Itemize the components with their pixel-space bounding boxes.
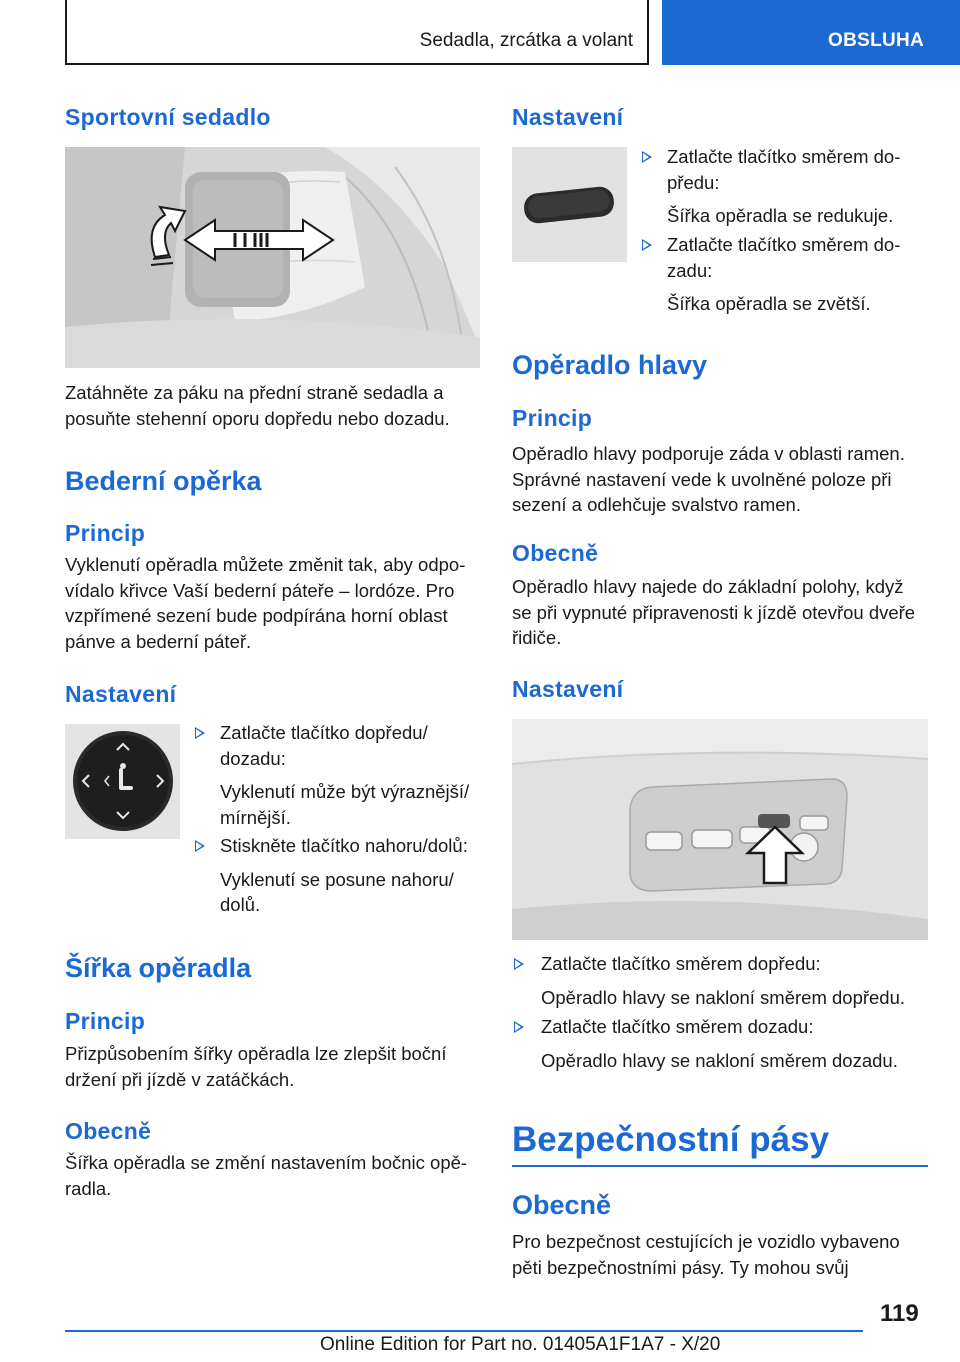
footer-rule bbox=[65, 1330, 863, 1332]
text-line: Opěradlo hlavy podporuje záda v oblasti ramen. bbox=[512, 443, 905, 464]
headrest-general-heading: Obecně bbox=[512, 540, 599, 566]
lumbar-setting-heading: Nastavení bbox=[65, 681, 177, 707]
bullet-triangle-icon bbox=[514, 958, 524, 970]
sport-seat-image bbox=[65, 147, 480, 368]
width-bullet-1 bbox=[667, 144, 929, 229]
width-general-heading: Obecně bbox=[65, 1118, 152, 1144]
text-line: Správné nastavení vede k uvolněné poloze při bbox=[512, 468, 892, 490]
text-line: pěti bezpečnostními pásy. Ty mohou svůj bbox=[512, 1256, 849, 1278]
bullet-text: Zatlačte tlačítko směrem do‐ bbox=[667, 234, 901, 255]
belts-general-heading: Obecně bbox=[512, 1190, 612, 1220]
lumbar-bullet-2 bbox=[220, 833, 480, 918]
header-section-title: Sedadla, zrcátka a volant bbox=[419, 30, 633, 51]
headrest-bullet-1 bbox=[541, 951, 931, 1010]
bullet-triangle-icon bbox=[195, 840, 205, 852]
text-line: sezení a odlehčuje svalstvo ramen. bbox=[512, 494, 801, 515]
width-general-text bbox=[65, 1150, 480, 1201]
bullet-result: Opěradlo hlavy se nakloní směrem dozadu. bbox=[541, 1049, 898, 1071]
bullet-result: Vyklenutí může být výraznější/ bbox=[220, 781, 470, 802]
text-line: se při vypnuté připravenosti k jízdě otevřou dveře bbox=[512, 601, 916, 623]
bullet-text: Stiskněte tlačítko nahoru/dolů: bbox=[220, 835, 468, 856]
headrest-general-text bbox=[512, 574, 928, 651]
sport-seat-text-line: posuňte stehenní oporu dopředu nebo dozadu. bbox=[65, 407, 450, 429]
sport-seat-heading: Sportovní sedadlo bbox=[65, 104, 271, 130]
sport-seat-text-line: Zatáhněte za páku na přední straně sedadla a bbox=[65, 382, 444, 403]
bullet-text: zadu: bbox=[667, 259, 713, 281]
lumbar-bullet-1 bbox=[220, 720, 480, 830]
text-line: vzpřímené sezení bude podpírána horní oblast bbox=[65, 605, 448, 626]
headrest-principle-text bbox=[512, 441, 928, 518]
seat-belts-heading: Bezpečnostní pásy bbox=[512, 1120, 830, 1159]
bullet-result: Vyklenutí se posune nahoru/ bbox=[220, 868, 454, 890]
bullet-result: Opěradlo hlavy se nakloní směrem dopředu. bbox=[541, 986, 906, 1008]
bullet-text: Zatlačte tlačítko směrem dozadu: bbox=[541, 1016, 814, 1037]
footer-edition: Online Edition for Part no. 01405A1F1A7 - X/20 bbox=[320, 1334, 721, 1355]
sport-seat-text bbox=[65, 380, 480, 431]
bullet-triangle-icon bbox=[195, 727, 205, 739]
width-principle-heading: Princip bbox=[65, 1008, 146, 1034]
text-line: Přizpůsobením šířky opěradla lze zlepšit boční bbox=[65, 1043, 447, 1064]
lumbar-heading: Bederní opěrka bbox=[65, 466, 262, 496]
text-line: Vyklenutí opěradla můžete změnit tak, aby odpo‐ bbox=[65, 554, 466, 575]
bullet-result: dolů. bbox=[220, 894, 261, 915]
width-setting-heading: Nastavení bbox=[512, 104, 624, 130]
lumbar-principle-heading: Princip bbox=[65, 520, 146, 546]
bullet-triangle-icon bbox=[642, 151, 652, 163]
text-line: řidiče. bbox=[512, 627, 562, 648]
header-tab-label: OBSLUHA bbox=[828, 30, 925, 51]
bullet-text: předu: bbox=[667, 171, 720, 193]
headrest-control-image bbox=[512, 719, 928, 940]
belts-text bbox=[512, 1229, 928, 1280]
bullet-text: Zatlačte tlačítko směrem dopředu: bbox=[541, 953, 821, 974]
bullet-triangle-icon bbox=[642, 239, 652, 251]
text-line: držení při jízdě v zatáčkách. bbox=[65, 1068, 295, 1090]
lumbar-principle-text bbox=[65, 552, 480, 654]
section-rule bbox=[512, 1165, 928, 1167]
bullet-text: Zatlačte tlačítko směrem do‐ bbox=[667, 146, 901, 167]
headrest-setting-heading: Nastavení bbox=[512, 676, 624, 702]
headrest-principle-heading: Princip bbox=[512, 405, 593, 431]
width-bullet-2 bbox=[667, 232, 929, 317]
headrest-bullet-2 bbox=[541, 1014, 931, 1073]
width-principle-text bbox=[65, 1041, 480, 1092]
text-line: Šířka opěradla se změní nastavením bočnic opě‐ bbox=[65, 1152, 468, 1173]
text-line: vídalo křivce Vaší bederní páteře – lordóze. Pro bbox=[65, 579, 455, 601]
bullet-result: mírnější. bbox=[220, 806, 291, 828]
width-button-image bbox=[512, 147, 627, 262]
page-number: 119 bbox=[880, 1300, 919, 1327]
text-line: Pro bezpečnost cestujících je vozidlo vybaveno bbox=[512, 1231, 900, 1252]
headrest-heading: Opěradlo hlavy bbox=[512, 350, 708, 380]
backrest-width-heading: Šířka opěradla bbox=[65, 953, 252, 983]
text-line: Opěradlo hlavy najede do základní polohy, když bbox=[512, 576, 904, 597]
text-line: pánve a bederní páteř. bbox=[65, 630, 252, 652]
bullet-result: Šířka opěradla se redukuje. bbox=[667, 205, 894, 226]
header-section-box bbox=[65, 0, 649, 65]
bullet-text: Zatlačte tlačítko dopředu/ bbox=[220, 722, 428, 743]
text-line: radla. bbox=[65, 1177, 112, 1199]
lumbar-control-image bbox=[65, 724, 180, 839]
bullet-result: Šířka opěradla se zvětší. bbox=[667, 293, 871, 314]
bullet-text: dozadu: bbox=[220, 747, 286, 769]
bullet-triangle-icon bbox=[514, 1021, 524, 1033]
